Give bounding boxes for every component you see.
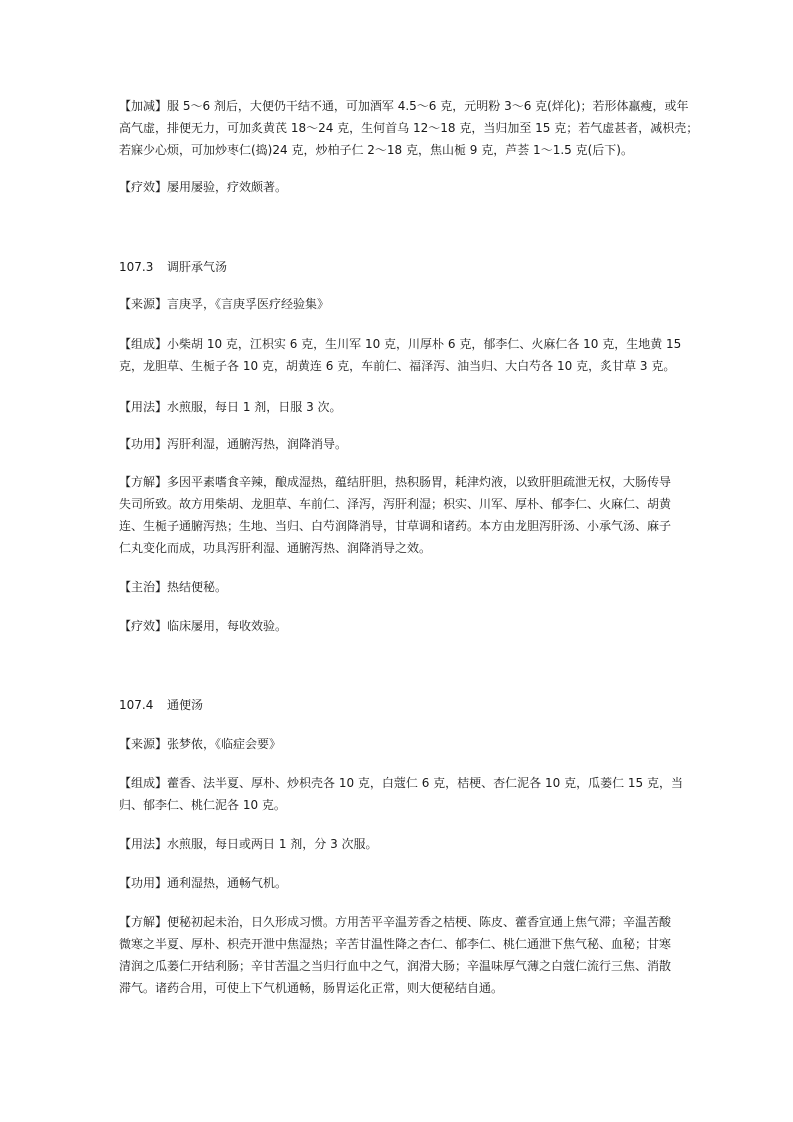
section-heading-107-3 xyxy=(119,256,227,278)
paragraph-gongyong-1 xyxy=(119,433,675,455)
section-number: 107.3 xyxy=(119,260,154,274)
text-line: 【组成】藿香、法半夏、厚朴、炒枳壳各 10 克，白蔻仁 6 克，桔梗、杏仁泥各 10 克，瓜蒌仁 15 克，当 xyxy=(119,776,683,790)
text-line: 滞气。诸药合用，可使上下气机通畅，肠胃运化正常，则大便秘结自通。 xyxy=(119,981,504,995)
text-line: 高气虚，排便无力，可加炙黄芪 18～24 克，生何首乌 12～18 克，当归加至 15 克；若气虚甚者，减枳壳； xyxy=(119,121,699,135)
text-line: 【加减】服 5～6 剂后，大便仍干结不通，可加酒军 4.5～6 克，元明粉 3～6 克(烊化)；若形体羸瘦，或年 xyxy=(119,99,689,113)
text-line: 【疗效】临床屡用，每收效验。 xyxy=(119,619,288,633)
text-line: 归、郁李仁、桃仁泥各 10 克。 xyxy=(119,798,286,812)
paragraph-liaoxiao-1 xyxy=(119,176,675,198)
text-line: 【主治】热结便秘。 xyxy=(119,580,228,594)
paragraph-zhuzhi-1 xyxy=(119,576,675,598)
section-title: 调肝承气汤 xyxy=(167,260,228,274)
paragraph-fangjie-1 xyxy=(119,471,675,559)
text-line: 克，龙胆草、生栀子各 10 克，胡黄连 6 克，车前仁、福泽泻、油当归、大白芍各 10 克，炙甘草 3 克。 xyxy=(119,359,676,373)
paragraph-gongyong-2 xyxy=(119,872,675,894)
text-line: 仁丸变化而成，功具泻肝利湿、通腑泻热、润降消导之效。 xyxy=(119,541,432,555)
paragraph-jiajian xyxy=(119,95,699,161)
section-title: 通便汤 xyxy=(167,698,204,712)
text-line: 【用法】水煎服，每日或两日 1 剂，分 3 次服。 xyxy=(119,837,378,851)
text-line: 【方解】便秘初起未治，日久形成习惯。方用苦平辛温芳香之桔梗、陈皮、藿香宣通上焦气滞；辛温苦酸 xyxy=(119,915,672,929)
paragraph-yongfa-2 xyxy=(119,833,675,855)
section-number: 107.4 xyxy=(119,698,154,712)
paragraph-zucheng-1 xyxy=(119,333,682,377)
paragraph-laiyuan-2 xyxy=(119,733,675,755)
text-line: 微寒之半夏、厚朴、枳壳开泄中焦湿热；辛苦甘温性降之杏仁、郁李仁、桃仁通泄下焦气秘、血秘；甘寒 xyxy=(119,937,672,951)
section-heading-107-4 xyxy=(119,694,203,716)
text-line: 失司所致。故方用柴胡、龙胆草、车前仁、泽泻，泻肝利湿；枳实、川军、厚朴、郁李仁、火麻仁、胡黄 xyxy=(119,497,672,511)
text-line: 【来源】张梦侬，《临症会要》 xyxy=(119,737,282,751)
paragraph-liaoxiao-2 xyxy=(119,615,675,637)
text-line: 连、生栀子通腑泻热；生地、当归、白芍润降消导，甘草调和诸药。本方由龙胆泻肝汤、小承气汤、麻子 xyxy=(119,519,672,533)
text-line: 【组成】小柴胡 10 克，江枳实 6 克，生川军 10 克，川厚朴 6 克，郁李仁、火麻仁各 10 克，生地黄 15 xyxy=(119,337,682,351)
text-line: 清润之瓜蒌仁开结利肠；辛甘苦温之当归行血中之气，润滑大肠；辛温味厚气薄之白蔻仁流行三焦、消散 xyxy=(119,959,672,973)
paragraph-fangjie-2 xyxy=(119,911,675,999)
text-line: 【用法】水煎服，每日 1 剂，日服 3 次。 xyxy=(119,400,342,414)
text-line: 【功用】泻肝利湿，通腑泻热，润降消导。 xyxy=(119,437,348,451)
paragraph-zucheng-2 xyxy=(119,772,683,816)
text-line: 【疗效】屡用屡验，疗效颇著。 xyxy=(119,180,288,194)
paragraph-yongfa-1 xyxy=(119,396,675,418)
paragraph-laiyuan-1 xyxy=(119,293,675,315)
text-line: 【功用】通利湿热，通畅气机。 xyxy=(119,876,288,890)
text-line: 若寐少心烦，可加炒枣仁(捣)24 克，炒柏子仁 2～18 克，焦山栀 9 克，芦荟 1～1.5 克(后下)。 xyxy=(119,143,633,157)
text-line: 【来源】言庚孚，《言庚孚医疗经验集》 xyxy=(119,297,330,311)
text-line: 【方解】多因平素嗜食辛辣，酿成湿热，蕴结肝胆，热积肠胃，耗津灼液，以致肝胆疏泄无权，大肠传导 xyxy=(119,475,672,489)
